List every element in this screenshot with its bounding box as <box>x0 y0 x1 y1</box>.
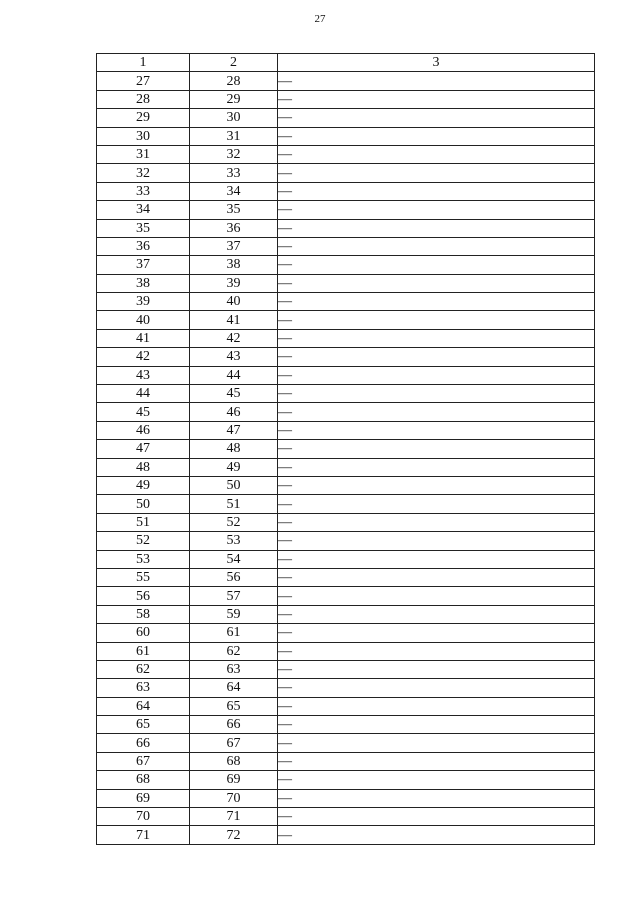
table-cell-col3: — <box>278 182 595 200</box>
table-cell-col2: 62 <box>190 642 278 660</box>
table-cell-col1: 50 <box>97 495 190 513</box>
table-cell-col3: — <box>278 311 595 329</box>
table-cell-col2: 66 <box>190 716 278 734</box>
table-cell-col1: 61 <box>97 642 190 660</box>
table-cell-col2: 69 <box>190 771 278 789</box>
table-cell-col1: 67 <box>97 752 190 770</box>
table-cell-col2: 70 <box>190 789 278 807</box>
table-cell-col1: 30 <box>97 127 190 145</box>
table-cell-col2: 40 <box>190 293 278 311</box>
data-table <box>96 53 595 845</box>
table-cell-col2: 31 <box>190 127 278 145</box>
table-cell-col3: — <box>278 127 595 145</box>
table-row <box>97 605 595 623</box>
table-cell-col3: — <box>278 642 595 660</box>
table-cell-col2: 72 <box>190 826 278 844</box>
table-row <box>97 164 595 182</box>
table-cell-col3: — <box>278 329 595 347</box>
table-cell-col2: 63 <box>190 660 278 678</box>
table-cell-col3: — <box>278 476 595 494</box>
table-cell-col2: 35 <box>190 201 278 219</box>
table-cell-col1: 29 <box>97 109 190 127</box>
table-row <box>97 385 595 403</box>
table-cell-col2: 38 <box>190 256 278 274</box>
table-cell-col2: 68 <box>190 752 278 770</box>
table-cell-col2: 29 <box>190 90 278 108</box>
table-row <box>97 109 595 127</box>
table-cell-col1: 63 <box>97 679 190 697</box>
table-row <box>97 642 595 660</box>
table-cell-col1: 71 <box>97 826 190 844</box>
table-cell-col3: — <box>278 716 595 734</box>
table-cell-col1: 46 <box>97 421 190 439</box>
header-row <box>97 54 595 72</box>
table-cell-col2: 45 <box>190 385 278 403</box>
table-row <box>97 513 595 531</box>
table-cell-col3: — <box>278 72 595 90</box>
table-row <box>97 808 595 826</box>
page-number: 27 <box>314 13 326 25</box>
table-cell-col3: — <box>278 274 595 292</box>
column-header-3: 3 <box>278 54 595 72</box>
table-cell-col1: 55 <box>97 568 190 586</box>
table-cell-col1: 64 <box>97 697 190 715</box>
table-row <box>97 256 595 274</box>
table-cell-col3: — <box>278 789 595 807</box>
table-cell-col3: — <box>278 495 595 513</box>
table-cell-col2: 46 <box>190 403 278 421</box>
table-row <box>97 127 595 145</box>
table-cell-col1: 65 <box>97 716 190 734</box>
table-row <box>97 440 595 458</box>
table-row <box>97 697 595 715</box>
table-row <box>97 274 595 292</box>
table-cell-col3: — <box>278 385 595 403</box>
table-cell-col3: — <box>278 145 595 163</box>
table-cell-col2: 44 <box>190 366 278 384</box>
table-cell-col3: — <box>278 587 595 605</box>
table-body <box>97 72 595 844</box>
table-cell-col3: — <box>278 293 595 311</box>
table-cell-col2: 67 <box>190 734 278 752</box>
table-cell-col2: 49 <box>190 458 278 476</box>
table-cell-col2: 42 <box>190 329 278 347</box>
table-row <box>97 532 595 550</box>
table-row <box>97 421 595 439</box>
table-cell-col2: 43 <box>190 348 278 366</box>
table-row <box>97 771 595 789</box>
table-cell-col2: 34 <box>190 182 278 200</box>
table-cell-col2: 53 <box>190 532 278 550</box>
table-cell-col2: 59 <box>190 605 278 623</box>
table-cell-col1: 60 <box>97 624 190 642</box>
table-cell-col1: 31 <box>97 145 190 163</box>
column-header-2: 2 <box>190 54 278 72</box>
table-cell-col2: 64 <box>190 679 278 697</box>
table-cell-col3: — <box>278 237 595 255</box>
table-row <box>97 237 595 255</box>
table-cell-col1: 33 <box>97 182 190 200</box>
table-cell-col3: — <box>278 201 595 219</box>
table-cell-col1: 70 <box>97 808 190 826</box>
table-cell-col1: 37 <box>97 256 190 274</box>
table-cell-col1: 48 <box>97 458 190 476</box>
table-cell-col2: 56 <box>190 568 278 586</box>
table-row <box>97 348 595 366</box>
table-cell-col1: 44 <box>97 385 190 403</box>
table-row <box>97 587 595 605</box>
table-cell-col3: — <box>278 752 595 770</box>
table-cell-col1: 68 <box>97 771 190 789</box>
table-cell-col3: — <box>278 458 595 476</box>
table-cell-col1: 35 <box>97 219 190 237</box>
table-cell-col1: 36 <box>97 237 190 255</box>
column-header-1: 1 <box>97 54 190 72</box>
table-cell-col1: 56 <box>97 587 190 605</box>
table-row <box>97 90 595 108</box>
table-cell-col1: 62 <box>97 660 190 678</box>
table-cell-col1: 45 <box>97 403 190 421</box>
table-row <box>97 219 595 237</box>
table-cell-col3: — <box>278 826 595 844</box>
table-cell-col3: — <box>278 697 595 715</box>
table-cell-col2: 61 <box>190 624 278 642</box>
table-row <box>97 476 595 494</box>
table-row <box>97 293 595 311</box>
table-cell-col1: 42 <box>97 348 190 366</box>
table-row <box>97 660 595 678</box>
table-cell-col3: — <box>278 109 595 127</box>
table-cell-col3: — <box>278 605 595 623</box>
table-cell-col3: — <box>278 440 595 458</box>
table-cell-col2: 28 <box>190 72 278 90</box>
table-cell-col3: — <box>278 568 595 586</box>
table-cell-col3: — <box>278 771 595 789</box>
table-cell-col3: — <box>278 808 595 826</box>
table-cell-col3: — <box>278 660 595 678</box>
table-cell-col2: 71 <box>190 808 278 826</box>
table-cell-col1: 27 <box>97 72 190 90</box>
table-cell-col3: — <box>278 348 595 366</box>
table-cell-col2: 52 <box>190 513 278 531</box>
table-row <box>97 366 595 384</box>
table-cell-col1: 39 <box>97 293 190 311</box>
table-cell-col1: 52 <box>97 532 190 550</box>
table-cell-col3: — <box>278 219 595 237</box>
table-cell-col2: 47 <box>190 421 278 439</box>
table-row <box>97 734 595 752</box>
table-cell-col2: 39 <box>190 274 278 292</box>
table-row <box>97 716 595 734</box>
table-cell-col1: 38 <box>97 274 190 292</box>
table-row <box>97 550 595 568</box>
table-cell-col2: 54 <box>190 550 278 568</box>
table-cell-col1: 41 <box>97 329 190 347</box>
table-cell-col3: — <box>278 256 595 274</box>
table-row <box>97 679 595 697</box>
table-cell-col1: 51 <box>97 513 190 531</box>
table-cell-col1: 32 <box>97 164 190 182</box>
table-cell-col3: — <box>278 550 595 568</box>
table-row <box>97 826 595 844</box>
table-cell-col3: — <box>278 90 595 108</box>
table-cell-col3: — <box>278 403 595 421</box>
table-cell-col1: 43 <box>97 366 190 384</box>
table-cell-col2: 50 <box>190 476 278 494</box>
table-cell-col3: — <box>278 532 595 550</box>
table-row <box>97 403 595 421</box>
table-row <box>97 624 595 642</box>
table-header <box>97 54 595 72</box>
table-row <box>97 182 595 200</box>
table-cell-col2: 33 <box>190 164 278 182</box>
table-cell-col2: 32 <box>190 145 278 163</box>
table-cell-col2: 51 <box>190 495 278 513</box>
table-cell-col1: 34 <box>97 201 190 219</box>
table-cell-col1: 53 <box>97 550 190 568</box>
table-cell-col3: — <box>278 734 595 752</box>
table-cell-col3: — <box>278 679 595 697</box>
table-cell-col2: 57 <box>190 587 278 605</box>
table-cell-col1: 69 <box>97 789 190 807</box>
table-cell-col1: 49 <box>97 476 190 494</box>
table-row <box>97 568 595 586</box>
table-row <box>97 145 595 163</box>
table-row <box>97 458 595 476</box>
table-row <box>97 789 595 807</box>
table-row <box>97 72 595 90</box>
table-cell-col2: 41 <box>190 311 278 329</box>
table-row <box>97 495 595 513</box>
table-cell-col2: 36 <box>190 219 278 237</box>
table-cell-col3: — <box>278 513 595 531</box>
table-cell-col2: 65 <box>190 697 278 715</box>
table-cell-col1: 40 <box>97 311 190 329</box>
table-row <box>97 311 595 329</box>
table-row <box>97 752 595 770</box>
table-cell-col1: 66 <box>97 734 190 752</box>
table-row <box>97 329 595 347</box>
table-cell-col2: 48 <box>190 440 278 458</box>
table-cell-col1: 47 <box>97 440 190 458</box>
table-cell-col3: — <box>278 164 595 182</box>
table-cell-col3: — <box>278 421 595 439</box>
table-cell-col3: — <box>278 624 595 642</box>
table-row <box>97 201 595 219</box>
table-cell-col2: 37 <box>190 237 278 255</box>
table-cell-col3: — <box>278 366 595 384</box>
table-cell-col1: 28 <box>97 90 190 108</box>
table-cell-col2: 30 <box>190 109 278 127</box>
table-cell-col1: 58 <box>97 605 190 623</box>
